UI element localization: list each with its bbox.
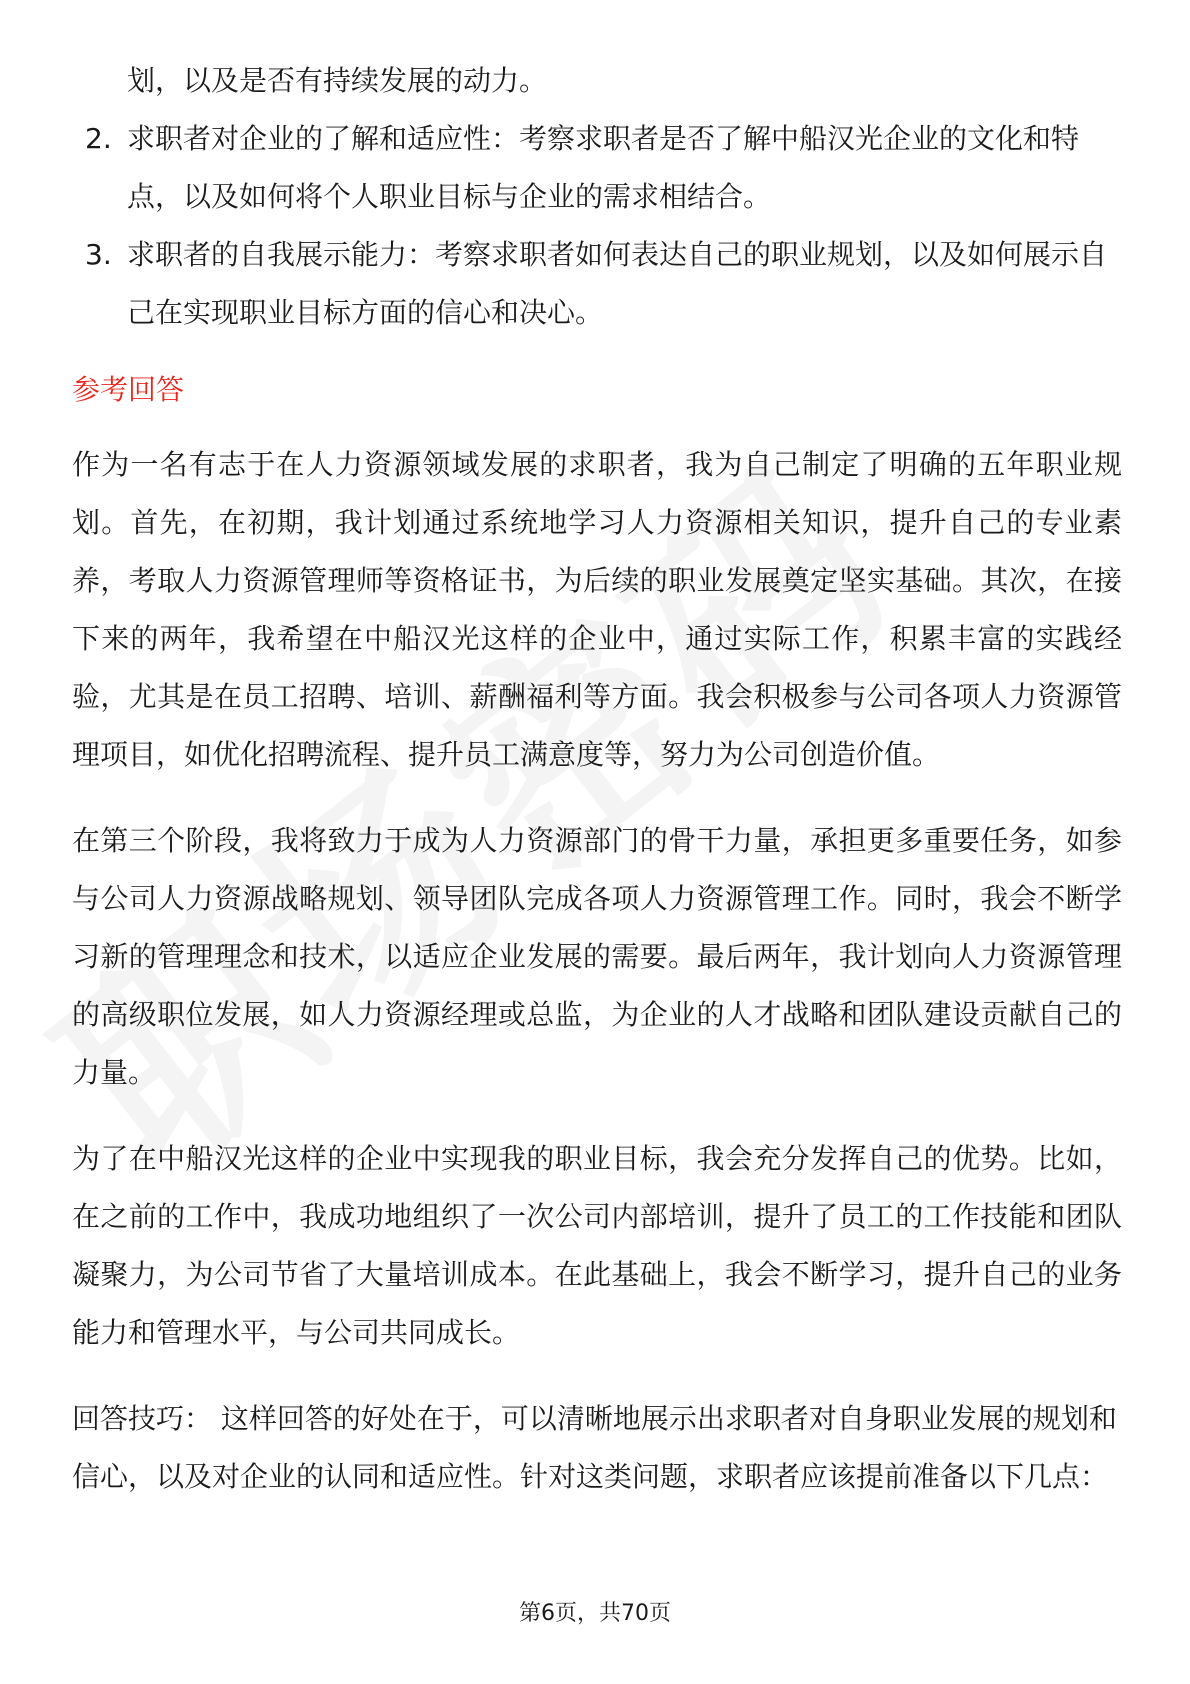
list-item-continuation: 划，以及是否有持续发展的动力。 [127, 64, 548, 97]
list-item-number: 3. [85, 238, 112, 271]
answer-tip: 回答技巧： 这样回答的好处在于，可以清晰地展示出求职者对自身职业发展的规划和信心，以及对企业的认同和适应性。针对这类问题，求职者应该提前准备以下几点： [72, 1402, 1117, 1493]
answer-paragraph: 在第三个阶段，我将致力于成为人力资源部门的骨干力量，承担更多重要任务，如参与公司人力资源战略规划、领导团队完成各项人力资源管理工作。同时，我会不断学习新的管理理念和技术，以适应企业发展的需要。最后两年，我计划向人力资源管理的高级职位发展，如人力资源经理或总监，为企业的人才战略和团队建设贡献自己的力量。 [72, 824, 1122, 1089]
page-number: 第6页，共70页 [519, 1601, 671, 1626]
page-content [72, 52, 1122, 1506]
answer-paragraph: 为了在中船汉光这样的企业中实现我的职业目标，我会充分发挥自己的优势。比如，在之前的工作中，我成功地组织了一次公司内部培训，提升了员工的工作技能和团队凝聚力，为公司节省了大量培训成本。在此基础上，我会不断学习，提升自己的业务能力和管理水平，与公司共同成长。 [72, 1142, 1122, 1349]
answer-paragraph: 作为一名有志于在人力资源领域发展的求职者，我为自己制定了明确的五年职业规划。首先，在初期，我计划通过系统地学习人力资源相关知识，提升自己的专业素养，考取人力资源管理师等资格证书，为后续的职业发展奠定坚实基础。其次，在接下来的两年，我希望在中船汉光这样的企业中，通过实际工作，积累丰富的实践经验，尤其是在员工招聘、培训、薪酬福利等方面。我会积极参与公司各项人力资源管理项目，如优化招聘流程、提升员工满意度等，努力为公司创造价值。 [72, 448, 1122, 771]
section-title: 参考回答 [72, 373, 185, 406]
list-item-text: 求职者的自我展示能力：考察求职者如何表达自己的职业规划，以及如何展示自己在实现职业目标方面的信心和决心。 [127, 238, 1108, 329]
list-item-text: 求职者对企业的了解和适应性：考察求职者是否了解中船汉光企业的文化和特点，以及如何将个人职业目标与企业的需求相结合。 [127, 122, 1080, 213]
list-item [72, 226, 1122, 342]
list-item-number: 2. [85, 122, 112, 155]
list-item [72, 110, 1122, 226]
